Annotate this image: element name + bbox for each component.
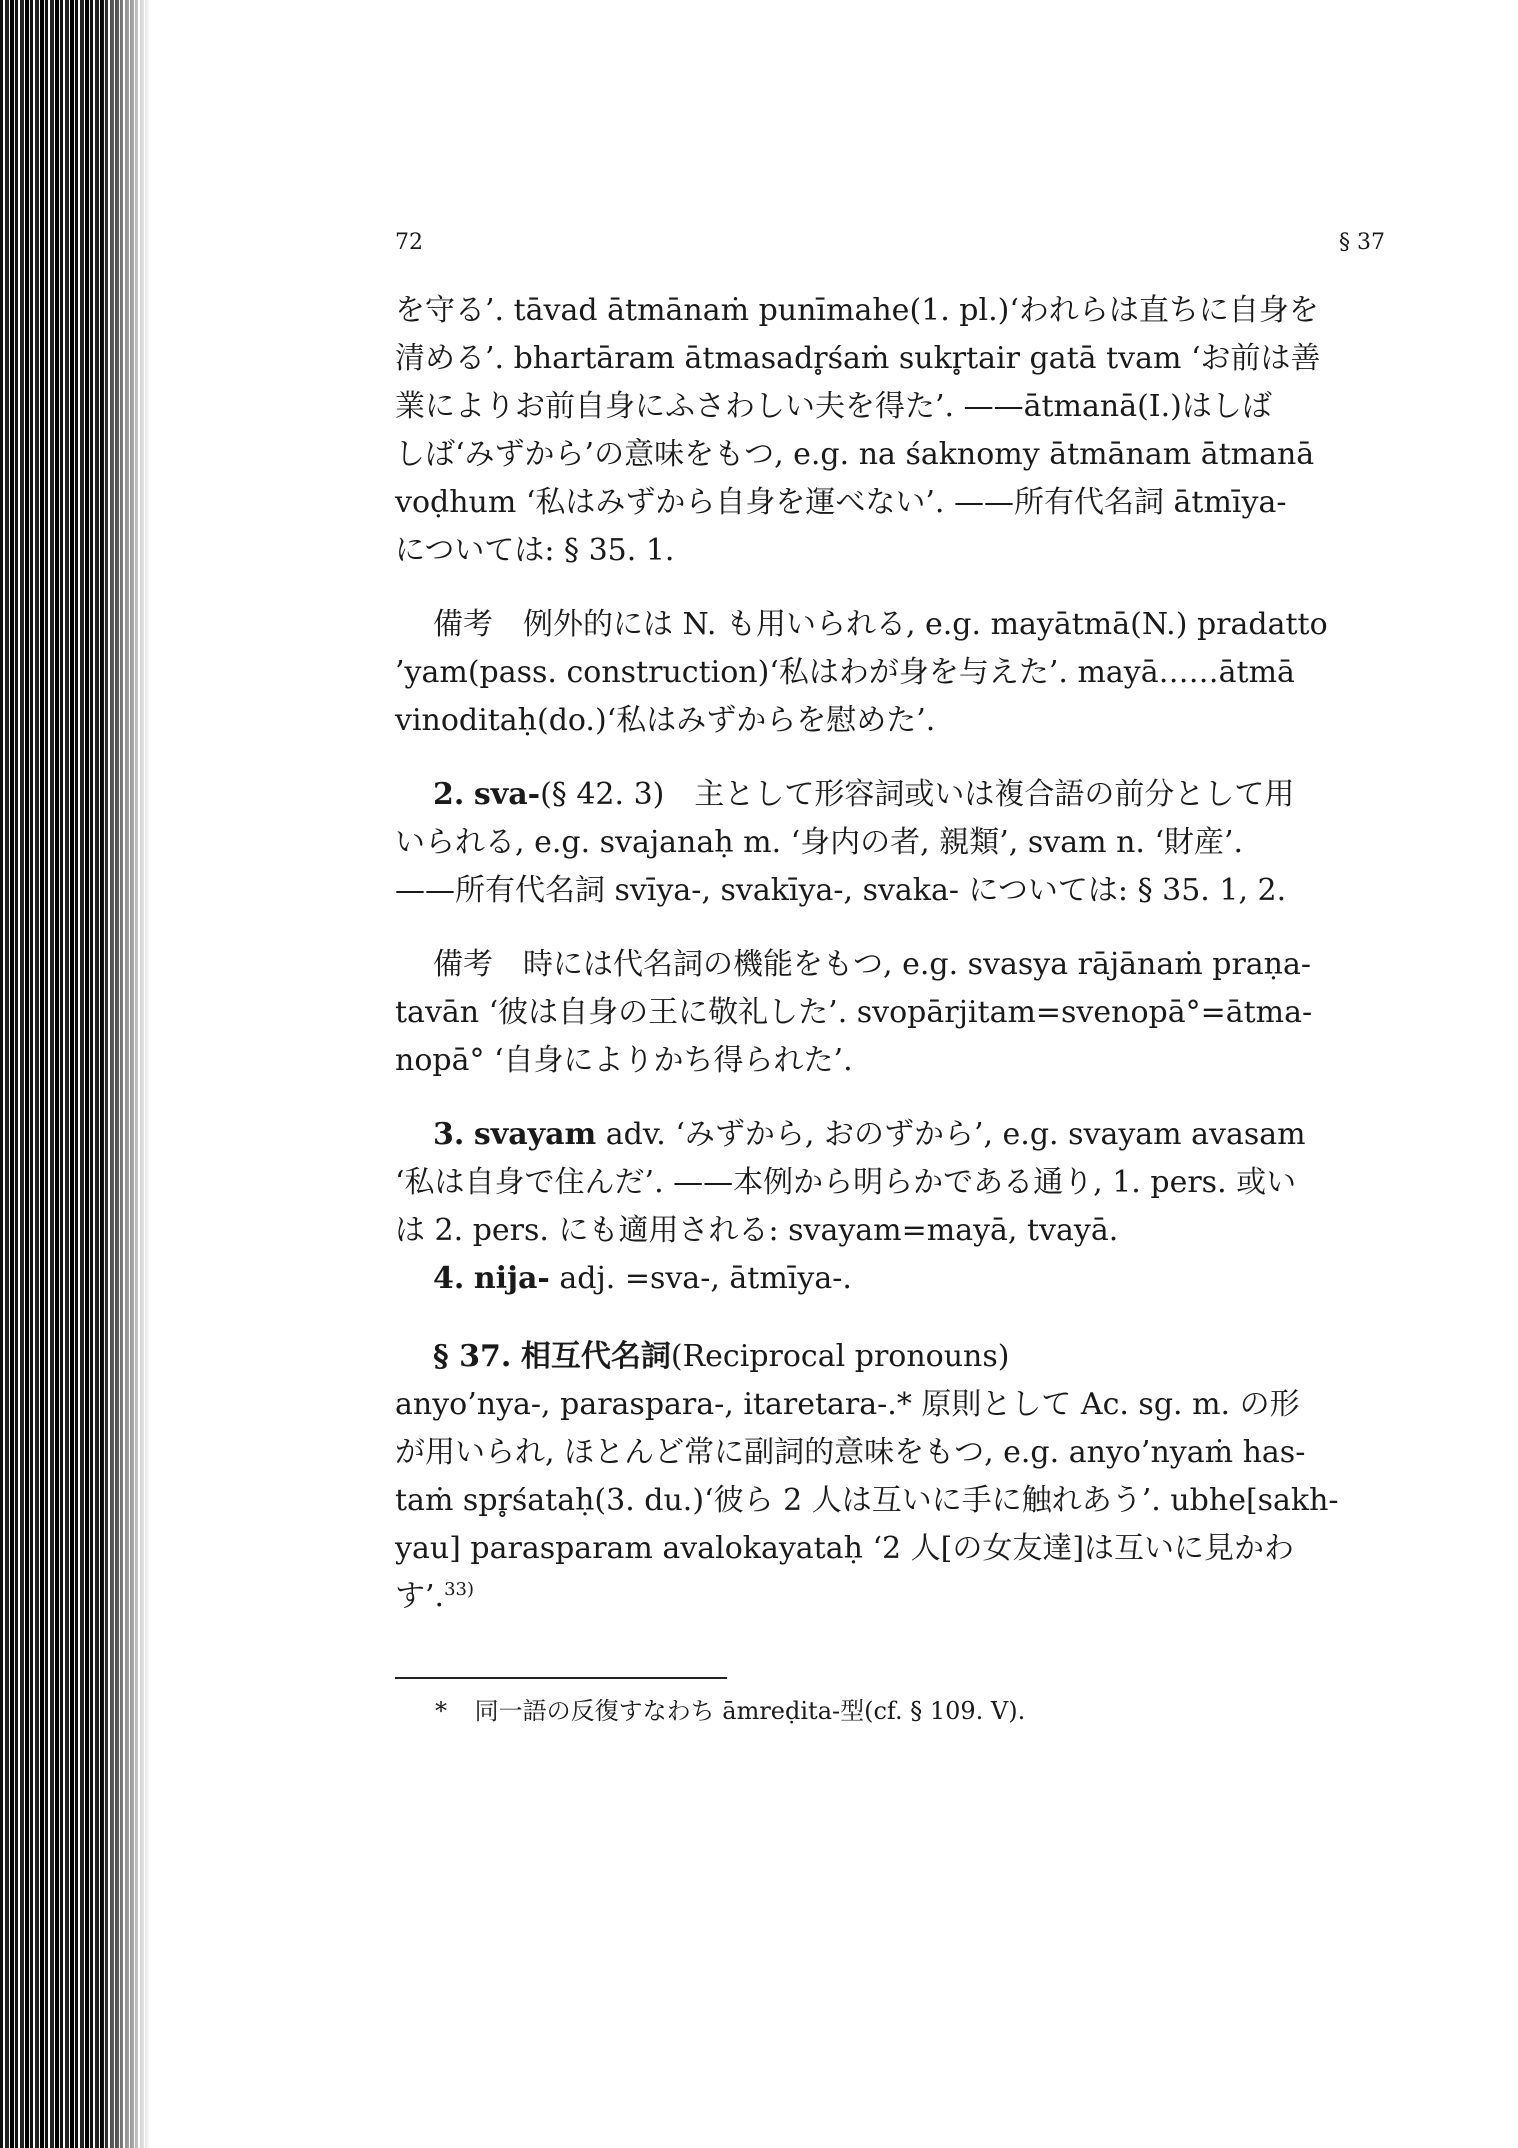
text-line: は 2. pers. にも適用される: svayam=mayā, tvayā. — [395, 1213, 1119, 1248]
item-text: (§ 42. 3) 主として形容詞或いは複合語の前分として用 — [540, 777, 1295, 812]
text-fragment: す’. — [395, 1579, 445, 1614]
text-line: 清める’. bhartāram ātmasadr̥śaṁ sukr̥tair gatā tvam ‘お前は善 — [395, 341, 1321, 376]
remark-paragraph — [395, 941, 1385, 1085]
footnote-rule — [395, 1677, 727, 1679]
section-heading — [395, 1333, 1385, 1381]
running-section: § 37 — [1339, 230, 1385, 255]
text-line: anyo’nya-, paraspara-, itaretara-.* 原則として Ac. sg. m. の形 — [395, 1387, 1300, 1422]
text-line: しば‘みずから’の意味をもつ, e.g. na śaknomy ātmānam ātmanā — [395, 437, 1315, 472]
paragraph-svayam — [395, 1111, 1385, 1255]
page-body — [395, 230, 1385, 1729]
text-line: nopā° ‘自身によりかち得られた’. — [395, 1043, 853, 1078]
text-line: を守る’. tāvad ātmānaṁ punīmahe(1. pl.)‘われらは直ちに自身を — [395, 293, 1319, 328]
page-header — [395, 230, 1385, 255]
item-number: 2. — [433, 777, 465, 812]
section-title: 相互代名詞 — [520, 1339, 671, 1374]
paragraph-sva — [395, 771, 1385, 915]
page-number: 72 — [395, 230, 423, 255]
text-line: 業によりお前自身にふさわしい夫を得た’. ——ātmanā(I.)はしば — [395, 389, 1272, 424]
text-line: いられる, e.g. svajanaḥ m. ‘身内の者, 親類’, svam n. ‘財産’. — [395, 825, 1244, 860]
paragraph-nija — [395, 1255, 1385, 1303]
note-reference: 33) — [444, 1579, 475, 1600]
item-term: svayam — [473, 1117, 597, 1152]
text-line: 備考 例外的には N. も用いられる, e.g. mayātmā(N.) pradatto — [433, 607, 1328, 642]
text-line: ——所有代名詞 svīya-, svakīya-, svaka- については: § 35. 1, 2. — [395, 873, 1287, 908]
text-line: voḍhum ‘私はみずから自身を運べない’. ——所有代名詞 ātmīya- — [395, 485, 1287, 520]
paragraph-atman — [395, 287, 1385, 575]
text-line — [395, 1255, 1385, 1303]
text-line — [395, 1111, 1385, 1159]
text-line: tavān ‘彼は自身の王に敬礼した’. svopārjitam=svenopā°=ātma- — [395, 995, 1313, 1030]
item-term: nija- — [473, 1261, 550, 1296]
section-title-en: (Reciprocal pronouns) — [670, 1339, 1010, 1374]
text-line: ‘私は自身で住んだ’. ——本例から明らかである通り, 1. pers. 或い — [395, 1165, 1297, 1200]
binding-shadow — [100, 0, 150, 2148]
paragraph-reciprocal — [395, 1381, 1385, 1621]
text-line: vinoditaḥ(do.)‘私はみずからを慰めた’. — [395, 703, 936, 738]
footnote-text: 同一語の反復すなわち āmreḍita-型(cf. § 109. V). — [474, 1697, 1026, 1725]
text-line: yau] parasparam avalokayataḥ ‘2 人[の女友達]は互いに見かわ — [395, 1531, 1295, 1566]
text-line: 備考 時には代名詞の機能をもつ, e.g. svasya rājānaṁ praṇa- — [433, 947, 1312, 982]
footnote-mark: * — [435, 1697, 447, 1725]
text-line: ’yam(pass. construction)‘私はわが身を与えた’. mayā……ātmā — [395, 655, 1295, 690]
item-term: sva- — [473, 777, 541, 812]
item-number: 3. — [433, 1117, 465, 1152]
text-line: taṁ spr̥śataḥ(3. du.)‘彼ら 2 人は互いに手に触れあう’. ubhe[sakh- — [395, 1483, 1339, 1518]
footnote — [395, 1693, 1385, 1729]
text-line: が用いられ, ほとんど常に副詞的意味をもつ, e.g. anyo’nyaṁ has- — [395, 1435, 1306, 1470]
section-label: § 37. — [433, 1339, 512, 1374]
text-line — [395, 1573, 1385, 1621]
text-line: については: § 35. 1. — [395, 533, 675, 568]
text-line — [395, 771, 1385, 819]
item-text: adj. =sva-, ātmīya-. — [549, 1261, 852, 1296]
remark-paragraph — [395, 601, 1385, 745]
item-text: adv. ‘みずから, おのずから’, e.g. svayam avasam — [596, 1117, 1306, 1152]
item-number: 4. — [433, 1261, 465, 1296]
